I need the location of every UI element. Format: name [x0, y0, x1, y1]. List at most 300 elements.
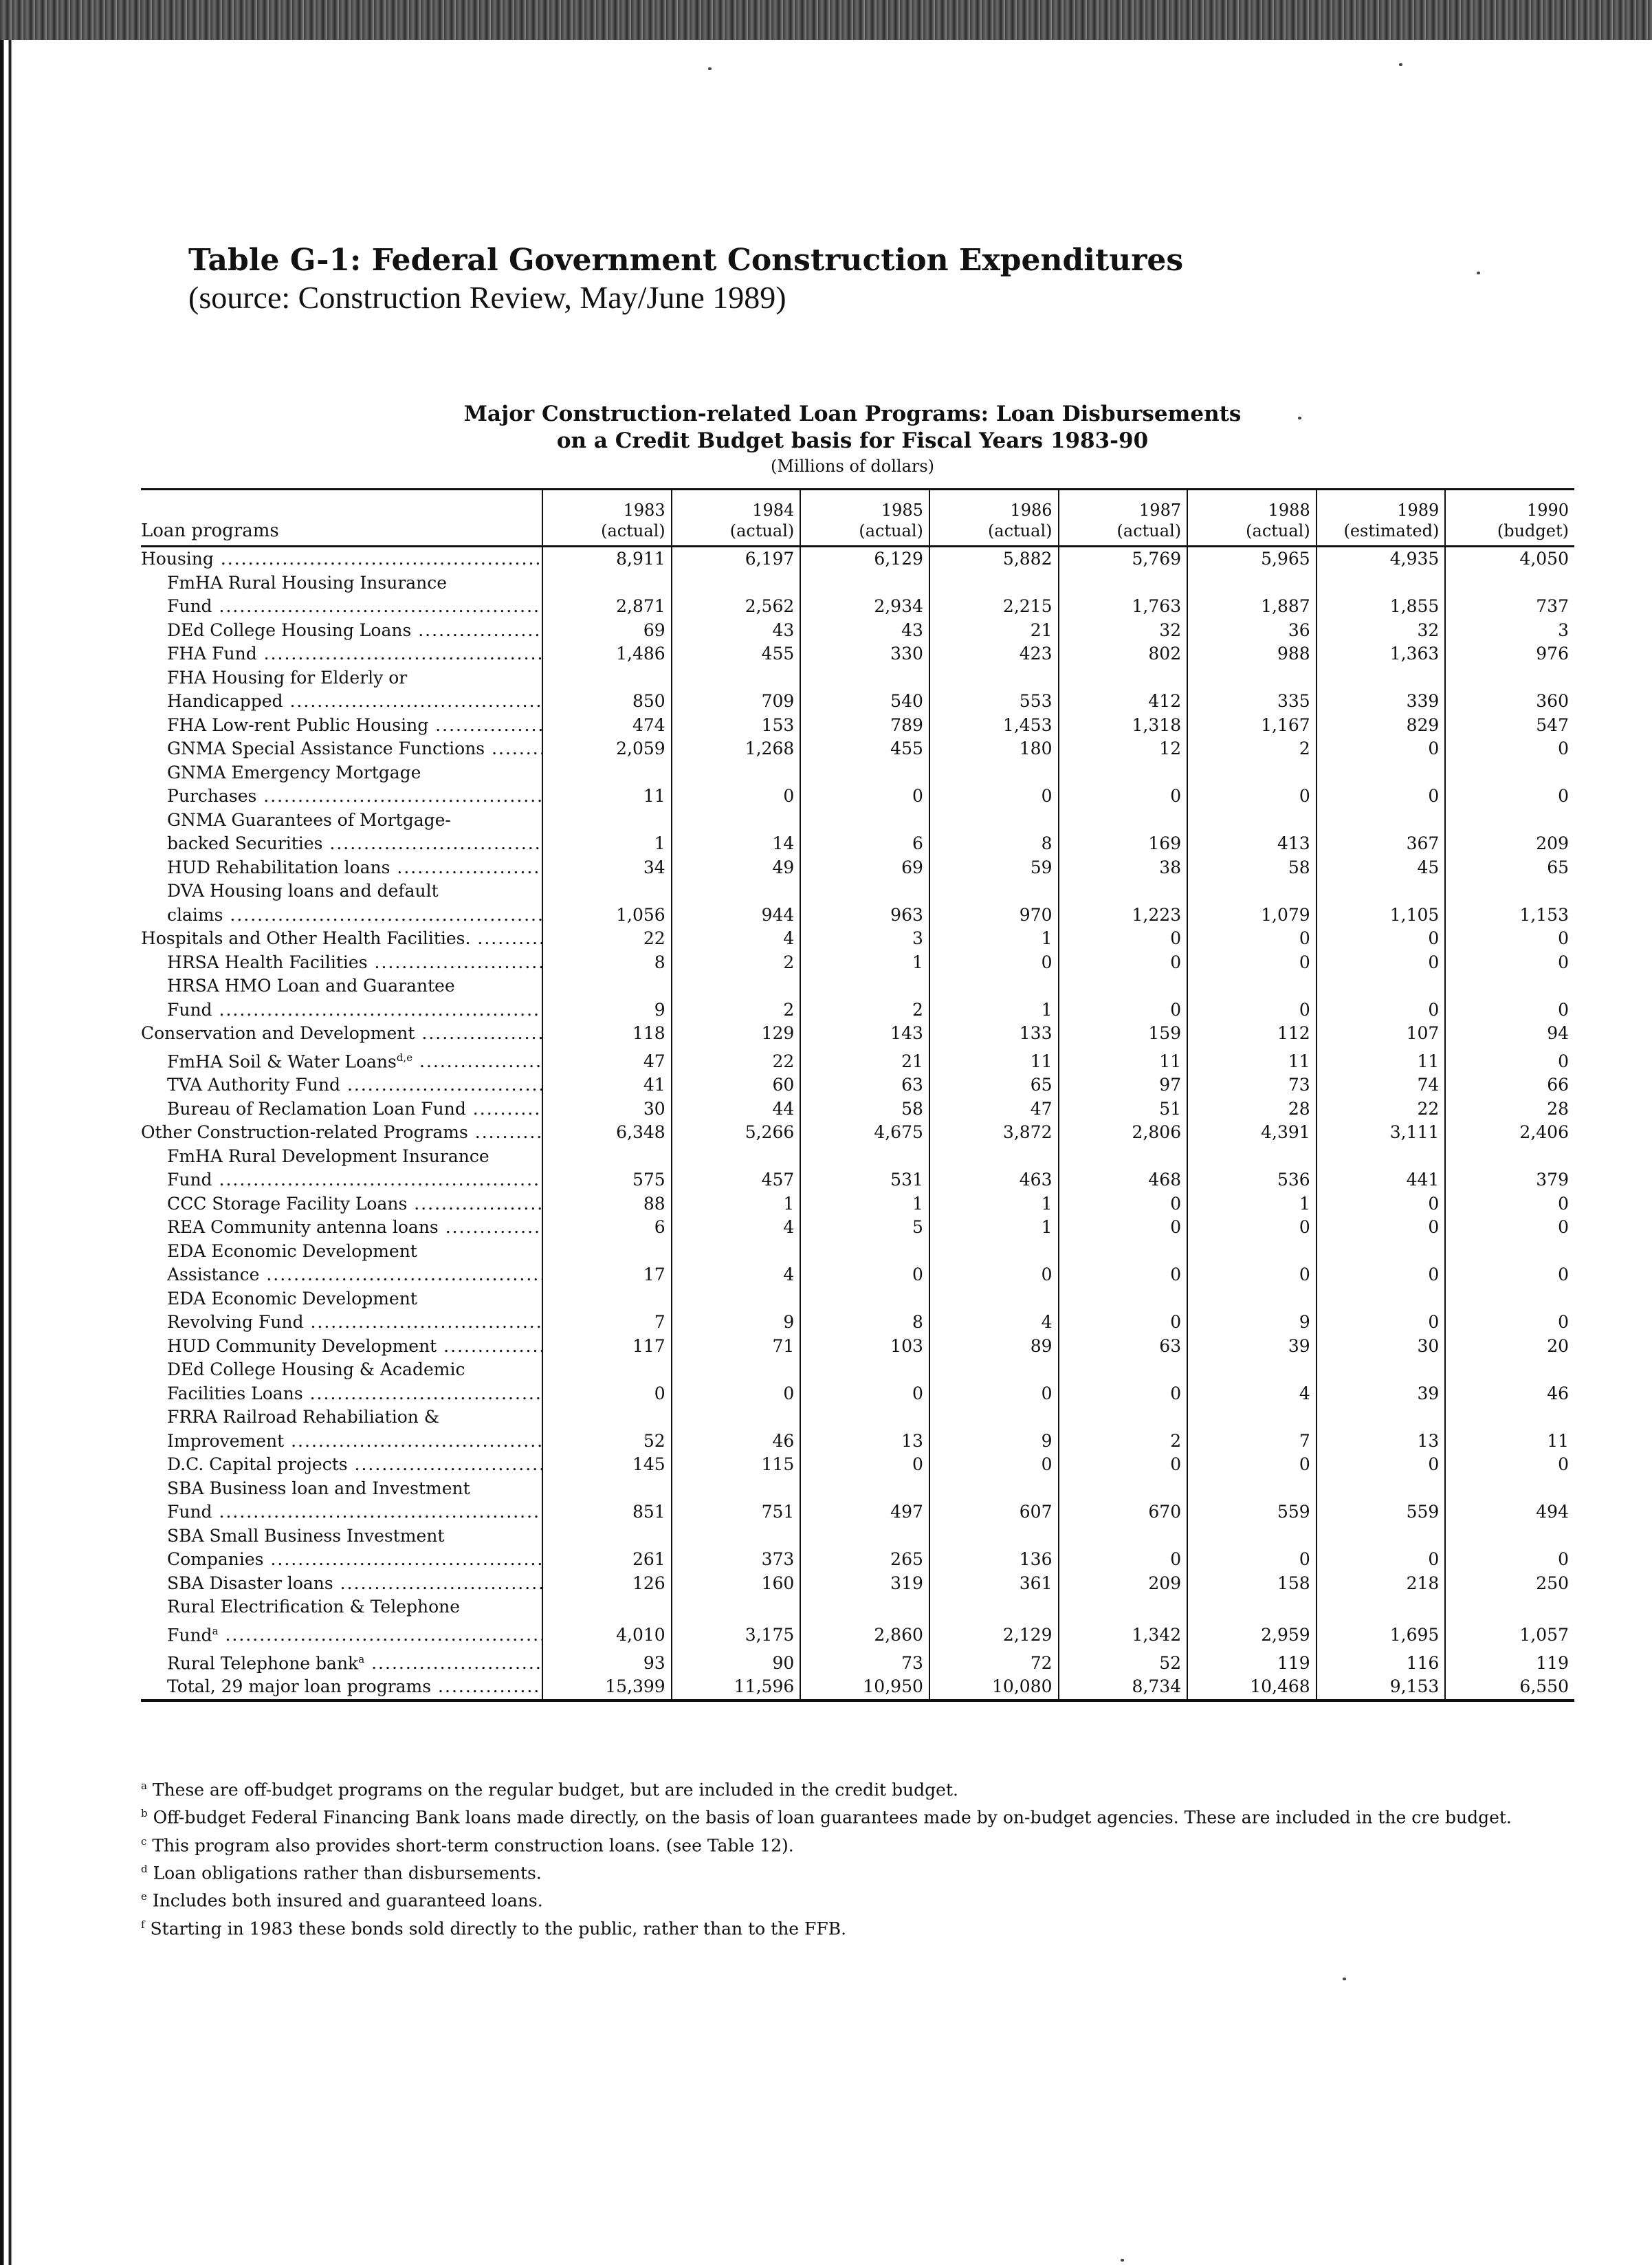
cell-1986: 136 [929, 1548, 1059, 1572]
table-row [141, 1382, 1574, 1406]
cell-1990: 0 [1445, 1453, 1574, 1477]
cell-1988: 4,391 [1187, 1121, 1317, 1145]
column-header-status: (actual) [987, 521, 1053, 540]
row-label [141, 1240, 542, 1264]
cell-1990 [1445, 1524, 1574, 1549]
cell-1989 [1317, 1524, 1446, 1549]
cell-1988: 0 [1187, 1453, 1317, 1477]
cell-1984 [672, 879, 801, 904]
row-label [141, 1595, 542, 1619]
scan-left-edge [0, 40, 15, 2265]
cell-1985: 6 [800, 832, 929, 856]
cell-1984: 5,266 [672, 1121, 801, 1145]
cell-1983: 6 [542, 1216, 672, 1240]
row-label [141, 1145, 542, 1169]
cell-1990: 0 [1445, 1216, 1574, 1240]
footnote-f [141, 1913, 1574, 1940]
cell-1988 [1187, 1405, 1317, 1430]
column-header-status: (actual) [729, 521, 795, 540]
row-label [141, 904, 542, 928]
cell-1984: 43 [672, 619, 801, 643]
cell-1990: 0 [1445, 737, 1574, 761]
cell-1988: 413 [1187, 832, 1317, 856]
cell-1987: 468 [1059, 1168, 1188, 1192]
row-label-value: DEd College Housing Loans [167, 620, 412, 640]
cell-1983: 2,871 [542, 595, 672, 619]
cell-1984: 44 [672, 1097, 801, 1121]
cell-1987: 209 [1059, 1572, 1188, 1596]
cell-1984: 14 [672, 832, 801, 856]
row-label-value: FmHA Rural Development Insurance [167, 1146, 489, 1166]
cell-1986: 10,080 [929, 1675, 1059, 1700]
cell-1986 [929, 1405, 1059, 1430]
row-label-value: SBA Business loan and Investment [167, 1478, 470, 1498]
cell-1985 [800, 1287, 929, 1311]
cell-1988: 36 [1187, 619, 1317, 643]
footnote-mark: b [141, 1807, 148, 1820]
cell-1988: 7 [1187, 1430, 1317, 1454]
cell-1990: 94 [1445, 1022, 1574, 1046]
row-label [141, 619, 542, 643]
cell-1986: 2,215 [929, 595, 1059, 619]
cell-1984: 4 [672, 927, 801, 951]
cell-1988: 988 [1187, 642, 1317, 666]
cell-1985 [800, 1358, 929, 1382]
row-label-value: HUD Community Development [167, 1335, 437, 1356]
row-label [141, 714, 542, 738]
cell-1990: 360 [1445, 690, 1574, 714]
cell-1987: 0 [1059, 1216, 1188, 1240]
table-row [141, 951, 1574, 975]
cell-1983: 575 [542, 1168, 672, 1192]
cell-1986 [929, 1358, 1059, 1382]
cell-1988: 0 [1187, 1216, 1317, 1240]
cell-1984: 1,268 [672, 737, 801, 761]
row-label-text [167, 1500, 542, 1524]
column-header-0 [542, 490, 672, 547]
row-label-value: CCC Storage Facility Loans [167, 1193, 408, 1214]
table-row [141, 904, 1574, 928]
cell-1985: 43 [800, 619, 929, 643]
cell-1983: 8,911 [542, 547, 672, 571]
row-label [141, 1192, 542, 1216]
table-row [141, 595, 1574, 619]
cell-1989: 0 [1317, 737, 1446, 761]
cell-1988: 0 [1187, 998, 1317, 1022]
cell-1988: 559 [1187, 1500, 1317, 1524]
row-label-value: EDA Economic Development [167, 1288, 417, 1309]
cell-1988 [1187, 571, 1317, 595]
column-header-year: 1990 [1526, 501, 1569, 520]
footnote-mark: d [141, 1862, 148, 1875]
cell-1985 [800, 1240, 929, 1264]
footnote-text: Off-budget Federal Financing Bank loans made directly, on the basis of loan guarantees made by on-budget agencies. These are included in the cre budget. [153, 1807, 1512, 1828]
footnote-marker: a [358, 1652, 365, 1665]
cell-1989 [1317, 809, 1446, 833]
cell-1989: 13 [1317, 1430, 1446, 1454]
column-header-status: (actual) [1116, 521, 1182, 540]
cell-1985 [800, 809, 929, 833]
row-label-value: GNMA Guarantees of Mortgage- [167, 809, 451, 830]
cell-1986 [929, 1287, 1059, 1311]
row-label-text [167, 573, 447, 593]
cell-1990: 1,153 [1445, 904, 1574, 928]
cell-1983: 88 [542, 1192, 672, 1216]
cell-1987 [1059, 1145, 1188, 1169]
cell-1987: 63 [1059, 1335, 1188, 1359]
cell-1990: 11 [1445, 1430, 1574, 1454]
cell-1984: 153 [672, 714, 801, 738]
table-row [141, 547, 1574, 571]
cell-1985 [800, 974, 929, 998]
cell-1984: 3,175 [672, 1619, 801, 1648]
cell-1984 [672, 1240, 801, 1264]
row-label-text [167, 785, 542, 809]
row-label-text [167, 998, 542, 1022]
row-label [141, 974, 542, 998]
cell-1987: 0 [1059, 1548, 1188, 1572]
cell-1990: 1,057 [1445, 1619, 1574, 1648]
cell-1989: 1,855 [1317, 595, 1446, 619]
row-label [141, 809, 542, 833]
row-label-text [167, 1407, 439, 1427]
cell-1988: 10,468 [1187, 1675, 1317, 1700]
cell-1983 [542, 1358, 672, 1382]
row-label-value: Facilities Loans [167, 1383, 303, 1403]
row-label [141, 1097, 542, 1121]
cell-1983: 15,399 [542, 1675, 672, 1700]
cell-1983: 117 [542, 1335, 672, 1359]
row-label [141, 1287, 542, 1311]
cell-1983: 8 [542, 951, 672, 975]
row-label-value: Fund [167, 1502, 212, 1522]
cell-1984: 71 [672, 1335, 801, 1359]
table-row [141, 1358, 1574, 1382]
cell-1987: 51 [1059, 1097, 1188, 1121]
cell-1989: 0 [1317, 1311, 1446, 1335]
cell-1990: 0 [1445, 1192, 1574, 1216]
row-label-value: Other Construction-related Programs [141, 1122, 468, 1143]
table-row [141, 1595, 1574, 1619]
cell-1985: 1 [800, 1192, 929, 1216]
cell-1984: 0 [672, 785, 801, 809]
cell-1989: 367 [1317, 832, 1446, 856]
cell-1986: 423 [929, 642, 1059, 666]
cell-1988 [1187, 1477, 1317, 1501]
cell-1989: 0 [1317, 1453, 1446, 1477]
row-label-value: Fund [167, 1170, 212, 1190]
cell-1985 [800, 1405, 929, 1430]
cell-1987: 1,342 [1059, 1619, 1188, 1648]
scan-speck [1298, 417, 1301, 419]
scan-speck [1343, 1978, 1346, 1980]
row-label [141, 998, 542, 1022]
cell-1986: 5,882 [929, 547, 1059, 571]
cell-1988: 1,887 [1187, 595, 1317, 619]
cell-1989: 0 [1317, 951, 1446, 975]
cell-1984 [672, 1287, 801, 1311]
cell-1988: 0 [1187, 1548, 1317, 1572]
cell-1990: 0 [1445, 927, 1574, 951]
cell-1987: 0 [1059, 1382, 1188, 1406]
row-label-value: DEd College Housing & Academic [167, 1359, 465, 1380]
cell-1988 [1187, 1358, 1317, 1382]
table-row [141, 974, 1574, 998]
cell-1986 [929, 666, 1059, 690]
cell-1990 [1445, 809, 1574, 833]
row-label-value: DVA Housing loans and default [167, 881, 439, 901]
row-label-text [167, 1382, 542, 1406]
table-row [141, 1311, 1574, 1335]
cell-1985: 531 [800, 1168, 929, 1192]
cell-1985: 330 [800, 642, 929, 666]
row-label [141, 1382, 542, 1406]
cell-1984: 9 [672, 1311, 801, 1335]
cell-1987: 0 [1059, 927, 1188, 951]
cell-1990 [1445, 571, 1574, 595]
table-row [141, 690, 1574, 714]
cell-1988 [1187, 1240, 1317, 1264]
row-label-text [141, 927, 542, 951]
row-label [141, 571, 542, 595]
cell-1986: 65 [929, 1073, 1059, 1097]
cell-1990: 65 [1445, 856, 1574, 880]
cell-1987 [1059, 1477, 1188, 1501]
cell-1987: 12 [1059, 737, 1188, 761]
cell-1984: 457 [672, 1168, 801, 1192]
row-label-text [167, 1478, 470, 1498]
table-row [141, 1548, 1574, 1572]
cell-1989 [1317, 879, 1446, 904]
column-header-1 [672, 490, 801, 547]
cell-1983 [542, 879, 672, 904]
row-label-text [141, 1121, 542, 1145]
footnote-b [141, 1802, 1574, 1829]
row-label-value: HUD Rehabilitation loans [167, 857, 390, 877]
column-header-7 [1445, 490, 1574, 547]
cell-1985: 58 [800, 1097, 929, 1121]
cell-1984: 4 [672, 1263, 801, 1287]
cell-1984 [672, 809, 801, 833]
cell-1989 [1317, 571, 1446, 595]
cell-1989: 4,935 [1317, 547, 1446, 571]
cell-1984: 944 [672, 904, 801, 928]
cell-1990 [1445, 761, 1574, 785]
cell-1983: 2,059 [542, 737, 672, 761]
cell-1990 [1445, 1358, 1574, 1382]
cell-1987: 32 [1059, 619, 1188, 643]
row-label-text [167, 1675, 542, 1699]
cell-1990: 250 [1445, 1572, 1574, 1596]
cell-1990 [1445, 1477, 1574, 1501]
cell-1989 [1317, 1358, 1446, 1382]
cell-1985: 73 [800, 1648, 929, 1676]
cell-1986: 89 [929, 1335, 1059, 1359]
row-label-text [167, 1548, 542, 1572]
cell-1984: 22 [672, 1046, 801, 1074]
cell-1987 [1059, 666, 1188, 690]
row-label-value: claims [167, 904, 223, 925]
footnote-text: These are off-budget programs on the regular budget, but are included in the credit budget. [152, 1780, 958, 1800]
cell-1987: 670 [1059, 1500, 1188, 1524]
row-label-value: Purchases [167, 786, 257, 806]
footnote-a [141, 1774, 1574, 1802]
cell-1984: 2,562 [672, 595, 801, 619]
cell-1985: 6,129 [800, 547, 929, 571]
cell-1985: 13 [800, 1430, 929, 1454]
cell-1988: 1,167 [1187, 714, 1317, 738]
cell-1984: 60 [672, 1073, 801, 1097]
footnote-mark: e [141, 1890, 147, 1903]
cell-1989: 0 [1317, 998, 1446, 1022]
cell-1990: 379 [1445, 1168, 1574, 1192]
cell-1983 [542, 761, 672, 785]
cell-1989: 0 [1317, 1192, 1446, 1216]
cell-1990: 0 [1445, 785, 1574, 809]
cell-1983: 1,056 [542, 904, 672, 928]
row-label-value: Rural Electrification & Telephone [167, 1597, 461, 1617]
table-row [141, 1287, 1574, 1311]
row-label-text [141, 547, 542, 571]
cell-1986 [929, 1477, 1059, 1501]
table-body [141, 547, 1574, 1700]
cell-1990: 737 [1445, 595, 1574, 619]
cell-1989: 0 [1317, 785, 1446, 809]
cell-1987 [1059, 1240, 1188, 1264]
table-row [141, 1524, 1574, 1549]
cell-1986: 0 [929, 1263, 1059, 1287]
cell-1986: 3,872 [929, 1121, 1059, 1145]
cell-1987 [1059, 761, 1188, 785]
row-label-value: Rural Telephone bank [167, 1652, 359, 1673]
row-label-value: FHA Low-rent Public Housing [167, 714, 429, 735]
row-label-value: Fund [167, 1625, 212, 1645]
cell-1983: 41 [542, 1073, 672, 1097]
table-row [141, 1022, 1574, 1046]
table-units: (Millions of dollars) [770, 457, 935, 476]
cell-1989: 559 [1317, 1500, 1446, 1524]
cell-1986: 970 [929, 904, 1059, 928]
table-row [141, 1192, 1574, 1216]
row-label-value: FmHA Soil & Water Loans [167, 1051, 397, 1071]
column-header-year: 1985 [881, 501, 923, 520]
cell-1986: 0 [929, 1453, 1059, 1477]
cell-1987: 0 [1059, 785, 1188, 809]
cell-1984: 2 [672, 951, 801, 975]
cell-1986: 133 [929, 1022, 1059, 1046]
row-label [141, 785, 542, 809]
cell-1986: 2,129 [929, 1619, 1059, 1648]
table-row [141, 571, 1574, 595]
row-label-text [167, 1046, 542, 1074]
cell-1983: 4,010 [542, 1619, 672, 1648]
cell-1990: 20 [1445, 1335, 1574, 1359]
row-label-value: backed Securities [167, 833, 323, 853]
cell-1986: 1 [929, 1216, 1059, 1240]
cell-1986: 463 [929, 1168, 1059, 1192]
cell-1985: 3 [800, 927, 929, 951]
row-label [141, 1168, 542, 1192]
cell-1983: 11 [542, 785, 672, 809]
cell-1983: 34 [542, 856, 672, 880]
cell-1984: 115 [672, 1453, 801, 1477]
table-row [141, 832, 1574, 856]
cell-1989: 0 [1317, 1216, 1446, 1240]
cell-1986 [929, 1524, 1059, 1549]
cell-1987 [1059, 809, 1188, 833]
table-row [141, 1263, 1574, 1287]
table-row [141, 809, 1574, 833]
scan-speck [1399, 63, 1402, 66]
table-row [141, 1477, 1574, 1501]
table-row [141, 1572, 1574, 1596]
cell-1983 [542, 809, 672, 833]
cell-1984: 11,596 [672, 1675, 801, 1700]
table-header-row [141, 490, 1574, 547]
cell-1986 [929, 974, 1059, 998]
row-label [141, 856, 542, 880]
cell-1984: 0 [672, 1382, 801, 1406]
column-header-year: 1983 [623, 501, 665, 520]
column-header-year: 1989 [1397, 501, 1440, 520]
cell-1984 [672, 1595, 801, 1619]
cell-1990: 0 [1445, 1263, 1574, 1287]
row-label-text [167, 1073, 542, 1097]
cell-1985 [800, 1477, 929, 1501]
row-label [141, 1572, 542, 1596]
cell-1990: 4,050 [1445, 547, 1574, 571]
cell-1985 [800, 666, 929, 690]
cell-1987: 0 [1059, 998, 1188, 1022]
row-label-text [167, 1146, 489, 1166]
cell-1985: 0 [800, 785, 929, 809]
row-label [141, 1453, 542, 1477]
row-label [141, 761, 542, 785]
cell-1986: 8 [929, 832, 1059, 856]
cell-1984 [672, 1358, 801, 1382]
cell-1987: 11 [1059, 1046, 1188, 1074]
table-row [141, 927, 1574, 951]
table-row [141, 1216, 1574, 1240]
row-label [141, 1073, 542, 1097]
cell-1985: 4,675 [800, 1121, 929, 1145]
row-label-text [167, 1648, 542, 1676]
cell-1990: 976 [1445, 642, 1574, 666]
cell-1985: 2 [800, 998, 929, 1022]
row-label-text [167, 690, 542, 714]
column-header-2 [800, 490, 929, 547]
column-header-3 [929, 490, 1059, 547]
cell-1989: 74 [1317, 1073, 1446, 1097]
cell-1989: 829 [1317, 714, 1446, 738]
column-header-year: 1987 [1139, 501, 1182, 520]
cell-1987 [1059, 974, 1188, 998]
cell-1985: 265 [800, 1548, 929, 1572]
row-label-value: HRSA HMO Loan and Guarantee [167, 976, 455, 996]
cell-1990 [1445, 666, 1574, 690]
cell-1989 [1317, 974, 1446, 998]
cell-1988: 73 [1187, 1073, 1317, 1097]
cell-1987: 5,769 [1059, 547, 1188, 571]
cell-1986 [929, 809, 1059, 833]
table-row [141, 761, 1574, 785]
cell-1985: 5 [800, 1216, 929, 1240]
cell-1984: 49 [672, 856, 801, 880]
row-label-value: EDA Economic Development [167, 1240, 417, 1261]
row-label [141, 1263, 542, 1287]
row-label [141, 737, 542, 761]
row-label-text [167, 1619, 542, 1648]
